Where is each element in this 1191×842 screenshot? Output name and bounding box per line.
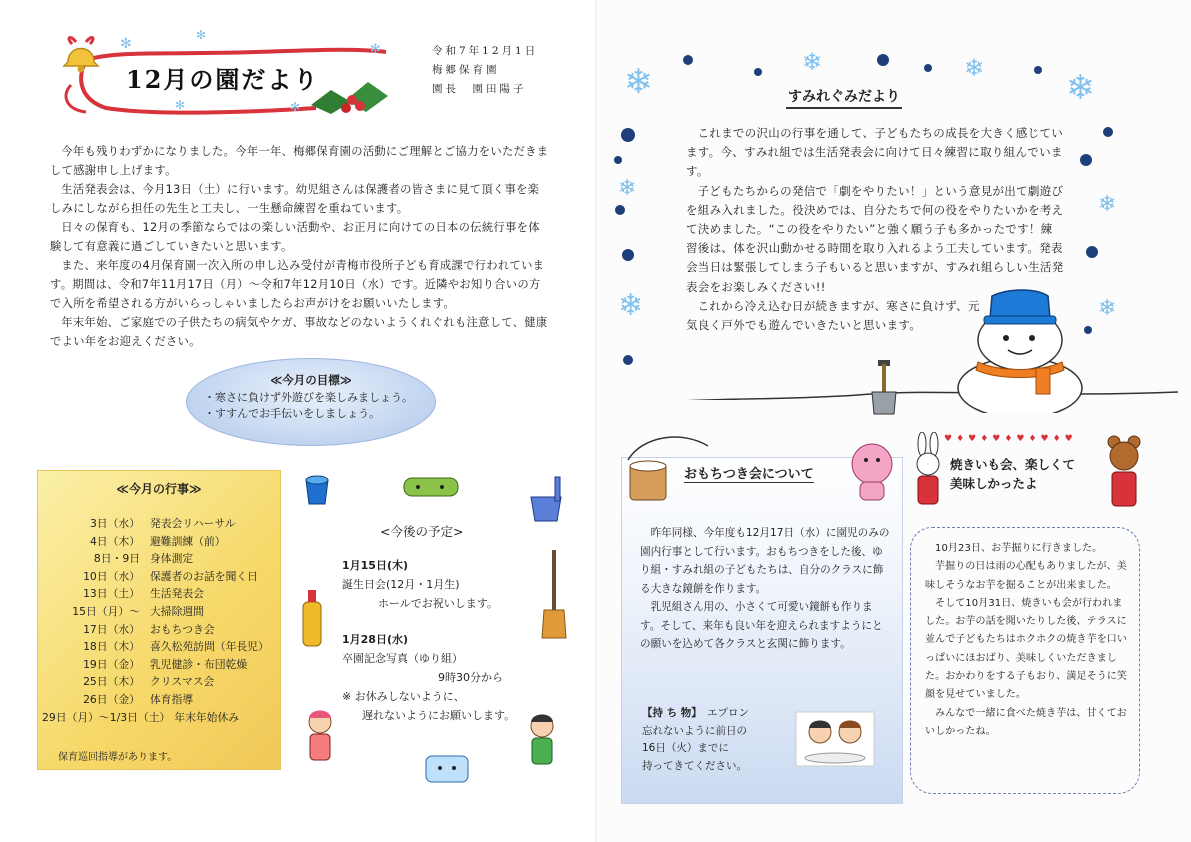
snowflake-icon: ✻ <box>370 42 381 57</box>
list-item: 8日・9日 身体測定 <box>93 552 194 566</box>
events-title: ≪今月の行事≫ <box>116 482 202 496</box>
child-cleaning-icon <box>300 708 340 768</box>
intro-paragraph: 日々の保育も、12月の季節ならではの楽しい活動や、お正月に向けての日本の伝統行事を体験して有意義に過ごしていきたいと思います。 <box>50 221 540 253</box>
imo-title <box>950 455 1080 493</box>
mochi-text <box>640 524 890 654</box>
imo-title-line: 焼きいも会、楽しくて <box>950 457 1076 472</box>
list-item: 4日（木） 避難訓練（前） <box>89 534 226 548</box>
hearts-decoration: ♥♦♥♦♥♦♥♦♥♦♥ <box>944 434 1077 444</box>
goal-item: ・寒さに負けず外遊びを楽しみましょう。 <box>204 391 413 404</box>
snowflake-icon: ❄ <box>964 54 985 82</box>
schedule-item-1: 1月15日(木) 誕生日会(12月・1月生) ホールでお祝いします。 <box>342 559 498 610</box>
intro-paragraph: また、来年度の4月保育園一次入所の申し込み受付が青梅市役所子ども育成課で行われています。期間は、令和7年11月17日（月）～令和7年12月10日（水）です。近隣やお知り合いの方で入所を希望される方がいらっしゃいましたらお声がけをお願いいたします。 <box>50 259 545 310</box>
monthly-events <box>38 471 280 769</box>
imo-section <box>910 527 1140 794</box>
schedule-title: <今後の予定> <box>380 524 464 539</box>
snowflake-icon: ❄ <box>618 176 637 201</box>
issuer-block <box>432 42 538 99</box>
imo-paragraph: 10月23日、お芋掘りに行きました。 <box>935 543 1103 554</box>
goal-title: ≪今月の目標≫ <box>270 373 352 387</box>
mochi-paragraph: 乳児組さん用の、小さくて可愛い鏡餅も作ります。そして、来年も良い年を迎えられますようにとの願いを込めて各クラスと玄関に飾ります。 <box>640 601 883 650</box>
intro-text <box>50 142 550 351</box>
imo-paragraph: みんなで一緒に食べた焼き芋は、甘くておいしかったね。 <box>925 707 1127 737</box>
intro-paragraph: 生活発表会は、今月13日（土）に行います。幼児組さんは保護者の皆さまに見て頂く事を楽しみにしながら担任の先生と工夫し、一生懸命練習を重ねています。 <box>50 183 540 215</box>
intro-paragraph: 年末年始、ご家庭での子供たちの病気やケガ、事故などのないようくれぐれも注意して、健康でよい年をお迎えください。 <box>50 316 548 348</box>
imo-paragraph: 芋掘りの日は雨の心配もありましたが、美味しそうなお芋を掘ることが出来ました。 <box>925 561 1127 591</box>
snowman-icon <box>928 288 1108 413</box>
shovel-icon <box>866 358 902 418</box>
title-banner <box>56 30 396 120</box>
mochi-title: おもちつき会について <box>684 463 814 483</box>
snowflake-icon: ❄ <box>624 62 653 102</box>
bell-icon <box>58 32 104 76</box>
child-cleaning-icon <box>522 712 562 772</box>
right-page <box>598 0 1191 842</box>
mochi-section <box>622 458 902 803</box>
mochi-paragraph: 昨年同様、今年度も12月17日（水）に園児のみの園内行事として行います。おもちつきをした後、ゆり組・すみれ組の子どもたちは、自分のクラスに飾る大きな鏡餅を作ります。 <box>640 527 890 595</box>
list-item: 3日（水） 発表会リハーサル <box>89 517 236 530</box>
list-item: 26日（金） 体育指導 <box>83 692 194 706</box>
goal-item: ・すすんでお手伝いをしましょう。 <box>204 407 381 420</box>
cloth-icon <box>420 748 474 788</box>
principal-name: 園長 園田陽子 <box>432 83 527 95</box>
events-note: 保育巡回指導があります。 <box>58 752 178 763</box>
imo-paragraph: そして10月31日、焼きいも会が行われました。お芋の話を聞いたりした後、テラスに並んで子どもたちはホクホクの焼き芋を口いっぱいにほおばり、美味しくいただきました。おかわりをする子もおり、満足そうに笑顔を見せていました。 <box>925 597 1127 701</box>
sumire-paragraph: 子どもたちからの発信で「劇をやりたい！」という意見が出て劇遊びを組み入れました。役決めでは、自分たちで何の役をやりたいかを考えて決めました。“この役をやりたい”と強く願う子も多かったです！練習後は、体を沢山動かせる時間を取り入れるよう工夫しています。発表会当日は緊張してしまう子もいると思いますが、すみれ組らしい生活発表会をお楽しみください!! <box>686 183 1064 294</box>
intro-paragraph: 今年も残りわずかになりました。今年一年、梅郷保育園の活動にご理解とご協力をいただきまして感謝申し上げます。 <box>50 145 549 177</box>
list-item: 25日（木） クリスマス会 <box>83 675 215 689</box>
pig-character-icon <box>840 432 904 502</box>
broom-icon <box>540 550 568 640</box>
children-eating-icon <box>794 710 876 768</box>
upcoming-schedule <box>300 470 580 800</box>
bring-note: 16日（火）までに <box>642 742 729 754</box>
list-item: 18日（木） 喜久松苑訪問（年長児） <box>83 640 269 654</box>
imo-text <box>925 540 1129 741</box>
snowflake-icon: ❄ <box>802 48 823 76</box>
holly-icon <box>306 70 396 120</box>
snowflake-icon: ❄ <box>618 288 644 323</box>
bring-note: 忘れないように前日の <box>642 724 747 737</box>
list-item: 17日（水） おもちつき会 <box>83 622 215 636</box>
list-item: 15日（月）～ 大掃除週間 <box>72 604 204 618</box>
snowflake-icon: ❄ <box>1098 296 1117 321</box>
schedule-item-2: 1月28日(水) 卒園記念写真（ゆり組） 9時30分から ※ お休みしないように、 遅れないようにお願いします。 <box>342 633 516 722</box>
mochi-bring <box>642 705 749 775</box>
sumire-title: すみれぐみだより <box>786 86 902 109</box>
rabbit-icon <box>908 432 948 512</box>
list-item: 29日（月）～1/3日（土） 年末年始休み <box>42 710 240 724</box>
monthly-goal <box>186 358 436 446</box>
list-item: 13日（土） 生活発表会 <box>83 587 204 601</box>
sponge-icon <box>396 472 466 502</box>
bring-label: 【持 ち 物】 <box>642 707 697 719</box>
snowflake-icon: ❄ <box>1098 192 1117 217</box>
snowflake-icon: ✻ <box>175 98 186 112</box>
list-item: 10日（水） 保護者のお話を聞く日 <box>83 569 258 583</box>
imo-title-line: 美味しかったよ <box>950 476 1038 491</box>
bring-note: 持ってきてください。 <box>642 759 747 772</box>
spray-bottle-icon <box>300 588 324 648</box>
snowflake-icon: ✻ <box>120 36 132 52</box>
issue-date: 令和7年12月1日 <box>432 45 539 57</box>
events-list <box>38 515 280 726</box>
list-item: 19日（金） 乳児健診・布団乾燥 <box>83 657 248 671</box>
newsletter-title: 12月の園だより <box>126 65 320 94</box>
bear-icon <box>1104 432 1144 512</box>
snowflake-icon: ✻ <box>196 28 207 42</box>
bucket-icon <box>302 472 332 506</box>
snowflake-icon: ❄ <box>1066 68 1095 108</box>
sumire-paragraph: これから冷え込む日が続きますが、寒さに負けず、元気良く戸外でも遊んでいきたいと思います。 <box>686 298 980 333</box>
snowflake-icon: ✻ <box>290 100 301 114</box>
sumire-paragraph: これまでの沢山の行事を通して、子どもたちの成長を大きく感じています。今、すみれ組では生活発表会に向けて日々練習に取り組んでいます。 <box>686 126 1064 179</box>
bring-item: エプロン <box>707 707 750 719</box>
dustpan-icon <box>525 475 569 525</box>
school-name: 梅郷保育園 <box>432 64 500 76</box>
